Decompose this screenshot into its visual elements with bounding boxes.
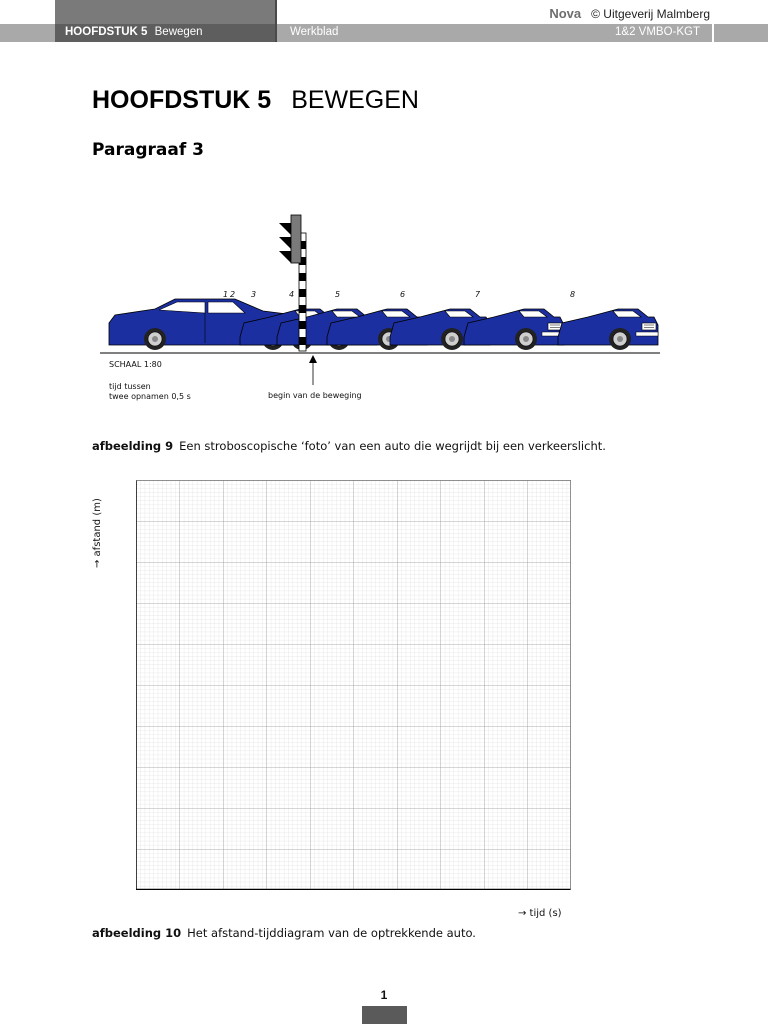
header-divider — [275, 0, 277, 42]
header-dark-block — [55, 0, 275, 24]
figure10-caption-text: Het afstand-tijddiagram van de optrekkende auto. — [187, 926, 476, 940]
frame-number-2: 2 — [230, 290, 236, 299]
page-title — [92, 86, 419, 115]
header-sheet-type: Werkblad — [290, 26, 339, 38]
figure10-caption — [92, 926, 476, 940]
frame-number-8: 8 — [570, 290, 576, 299]
figure9-caption-text: Een stroboscopische ‘foto’ van een auto die wegrijdt bij een verkeerslicht. — [179, 439, 606, 453]
scale-label: SCHAAL 1:80 — [109, 360, 162, 369]
x-axis-label: → tijd (s) — [518, 908, 562, 919]
time-between-line2: twee opnamen 0,5 s — [109, 392, 191, 401]
figure9-caption-label: afbeelding 9 — [92, 439, 174, 453]
header-chapter — [65, 26, 203, 38]
frame-number-6: 6 — [400, 290, 406, 299]
y-axis-label: → afstand (m) — [92, 498, 103, 568]
title-number: HOOFDSTUK 5 — [92, 86, 272, 114]
title-name: BEWEGEN — [291, 86, 419, 114]
time-between-line1: tijd tussen — [109, 382, 151, 391]
header-brand — [549, 6, 710, 21]
frame-number-3: 3 — [251, 290, 257, 299]
header-chapter-name: Bewegen — [154, 26, 203, 38]
start-of-motion-label: begin van de beweging — [268, 391, 362, 400]
figure-stroboscopic-photo — [95, 205, 675, 415]
frame-number-1: 1 — [223, 290, 229, 299]
grid-paper — [136, 480, 571, 890]
publisher: © Uitgeverij Malmberg — [591, 7, 710, 21]
page-number: 1 — [380, 988, 388, 1002]
frame-number-4: 4 — [289, 290, 295, 299]
y-axis-label-wrap — [90, 480, 110, 570]
page-tab — [362, 1006, 407, 1024]
distance-time-grid[interactable] — [136, 480, 571, 890]
header-bar — [0, 24, 768, 42]
frame-number-5: 5 — [335, 290, 341, 299]
section-title: Paragraaf 3 — [92, 140, 204, 160]
brand-name: Nova — [549, 6, 582, 21]
header-level: 1&2 VMBO-KGT — [615, 26, 700, 38]
frame-number-7: 7 — [475, 290, 481, 299]
car-illustration — [95, 205, 675, 415]
figure10-caption-label: afbeelding 10 — [92, 926, 182, 940]
header-chapter-label: HOOFDSTUK 5 — [65, 26, 148, 38]
figure9-caption — [92, 439, 606, 453]
header-separator — [712, 24, 714, 42]
